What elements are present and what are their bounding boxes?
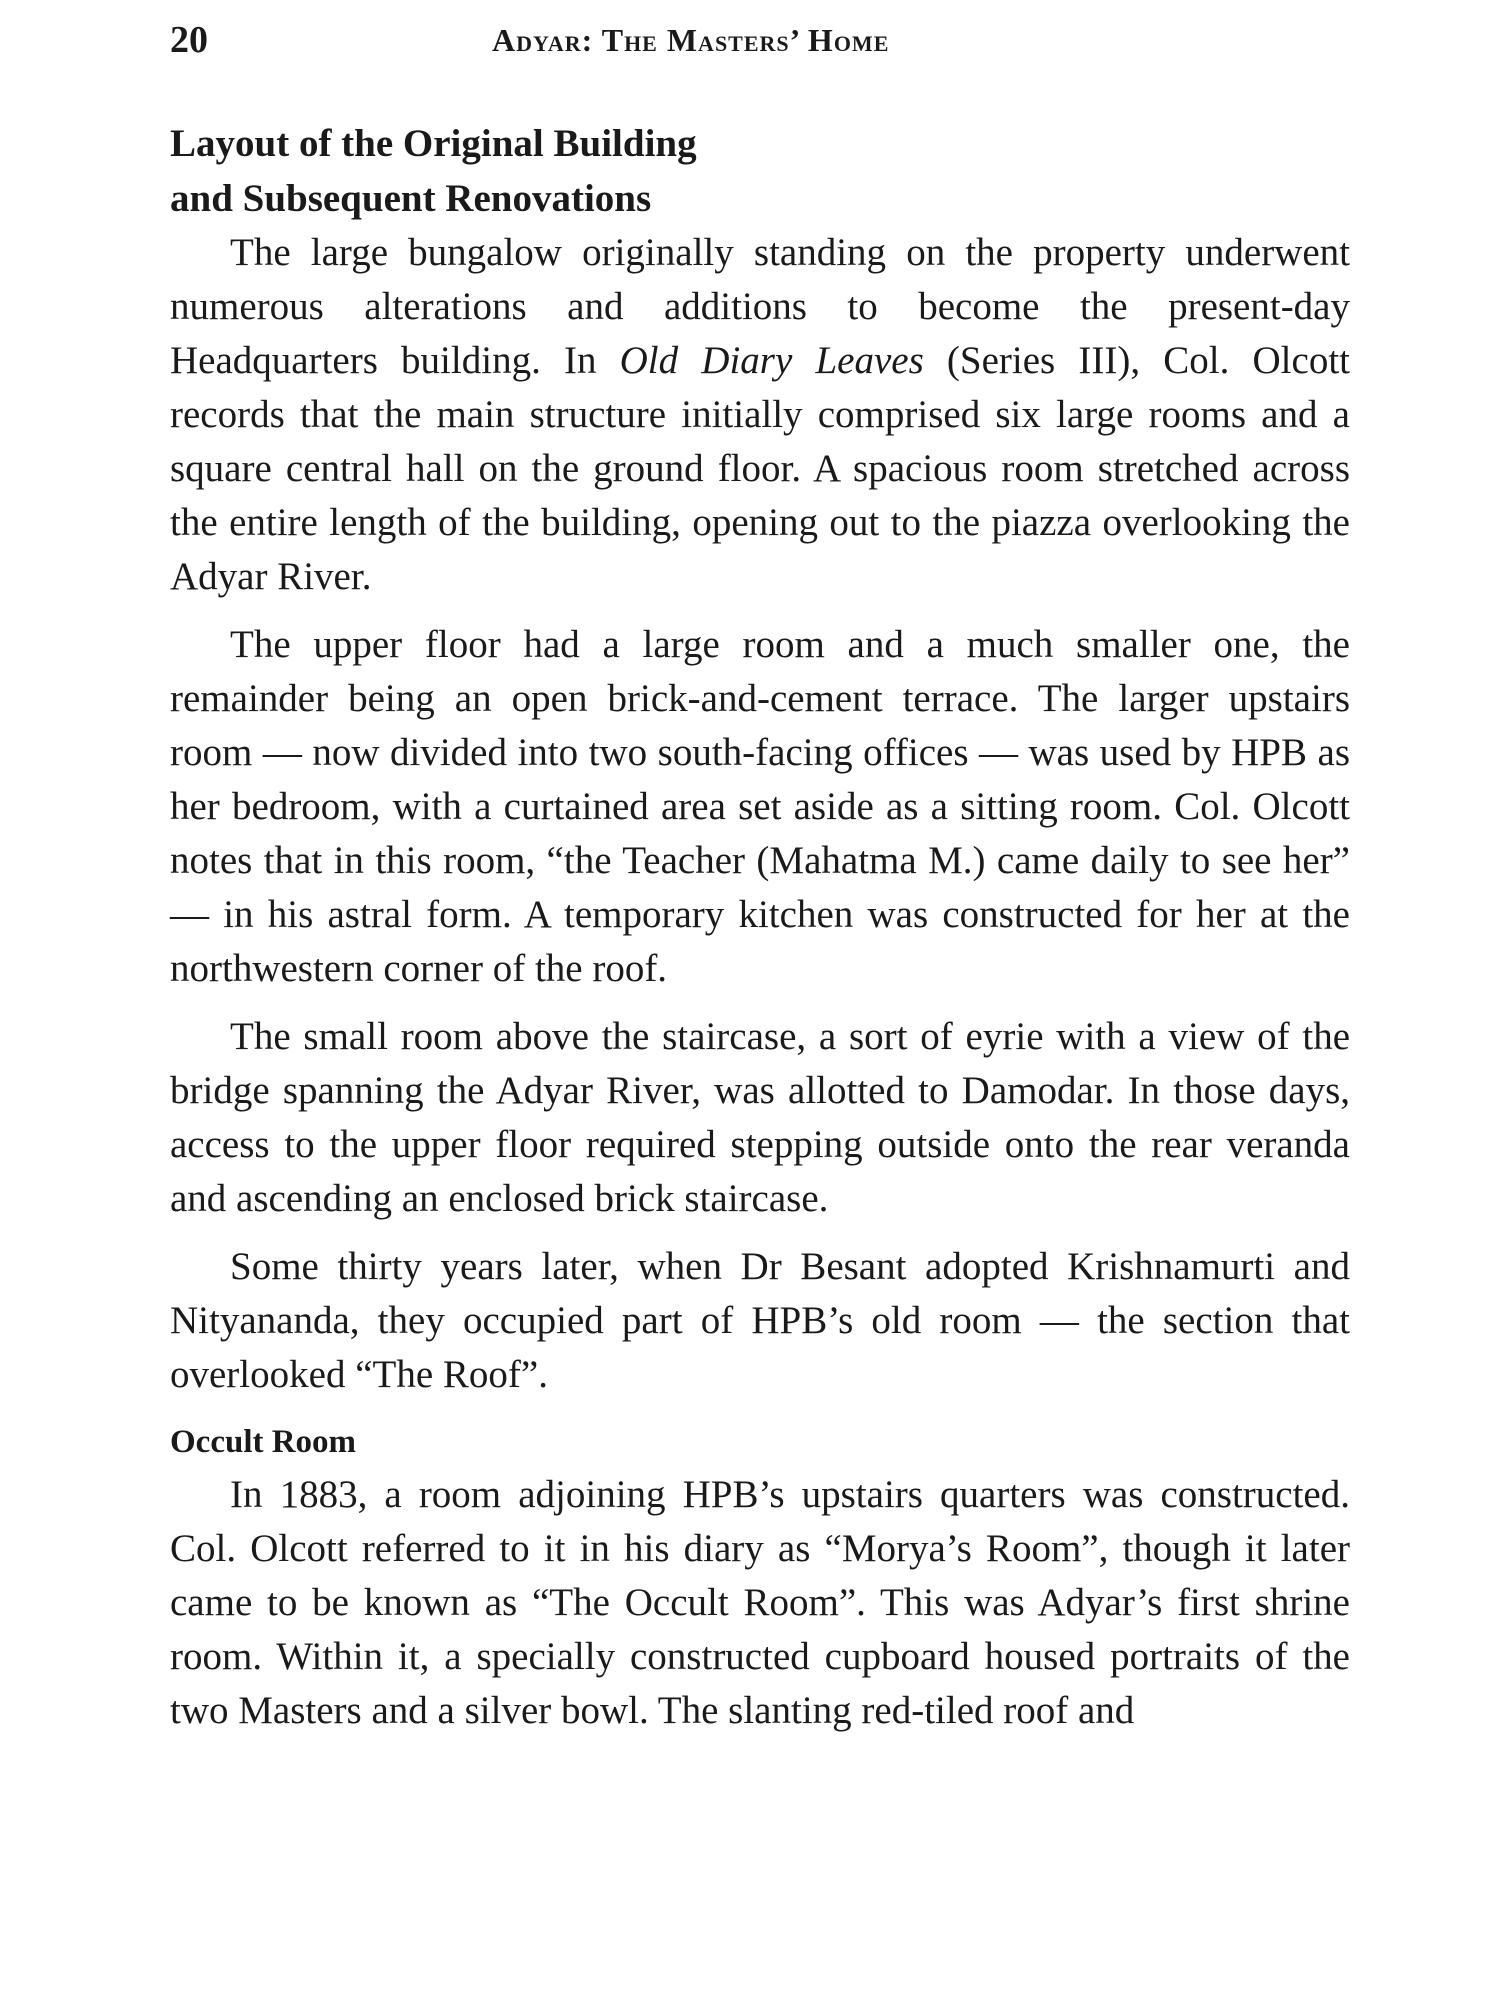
paragraph-occult-room: In 1883, a room adjoining HPB’s upstairs quarters was constructed. Col. Olcott referred to it in his diary as “Morya’s Room”, though it later came to be known as “The Occult Room”. This was Adyar’s first shrine room. Within it, a specially constructed cupboard housed portraits of the two Masters and a silver bowl. The slanting red-tiled roof and — [170, 1473, 1350, 1732]
paragraph-thirty-years-later: Some thirty years later, when Dr Besant adopted Krishnamurti and Nityananda, they occupied part of HPB’s old room — the section that overlooked “The Roof”. — [170, 1245, 1350, 1396]
running-header — [170, 18, 1350, 68]
page-number: 20 — [170, 19, 208, 61]
section-heading-line-1: Layout of the Original Building — [170, 122, 697, 165]
page-body — [170, 116, 1350, 1752]
paragraph-text: (Series III), Col. Olcott records that the main structure initially comprised six large rooms and a square central hall on the ground floor. A spacious room stretched across the entire length of the building, opening out to the piazza overlooking the Adyar River. — [170, 339, 1351, 598]
paragraph-original-bungalow — [170, 226, 1350, 604]
paragraph-small-room: The small room above the staircase, a sort of eyrie with a view of the bridge spanning the Adyar River, was allotted to Damodar. In those days, access to the upper floor required stepping outside onto the rear veranda and ascending an enclosed brick staircase. — [170, 1015, 1350, 1220]
section-heading-line-2: and Subsequent Renovations — [170, 177, 652, 220]
paragraph-upper-floor: The upper floor had a large room and a much smaller one, the remainder being an open brick-and-cement terrace. The larger upstairs room — now divided into two south-facing offices — was used by HPB as her bedroom, with a curtained area set aside as a sitting room. Col. Olcott notes that in this room, “the Teacher (Mahatma M.) came daily to see her” — in his astral form. A temporary kitchen was constructed for her at the northwestern corner of the roof. — [170, 623, 1350, 990]
section-heading-occult-room: Occult Room — [170, 1424, 357, 1460]
paragraph-text: The large bungalow originally standing on the property underwent numerous alterations and additions to become the present-day Headquarters building. In — [170, 231, 1350, 382]
book-title-citation: Old Diary Leaves — [619, 339, 924, 382]
book-title: Adyar: The Masters’ Home — [492, 22, 890, 58]
section-heading-layout — [170, 116, 1350, 226]
